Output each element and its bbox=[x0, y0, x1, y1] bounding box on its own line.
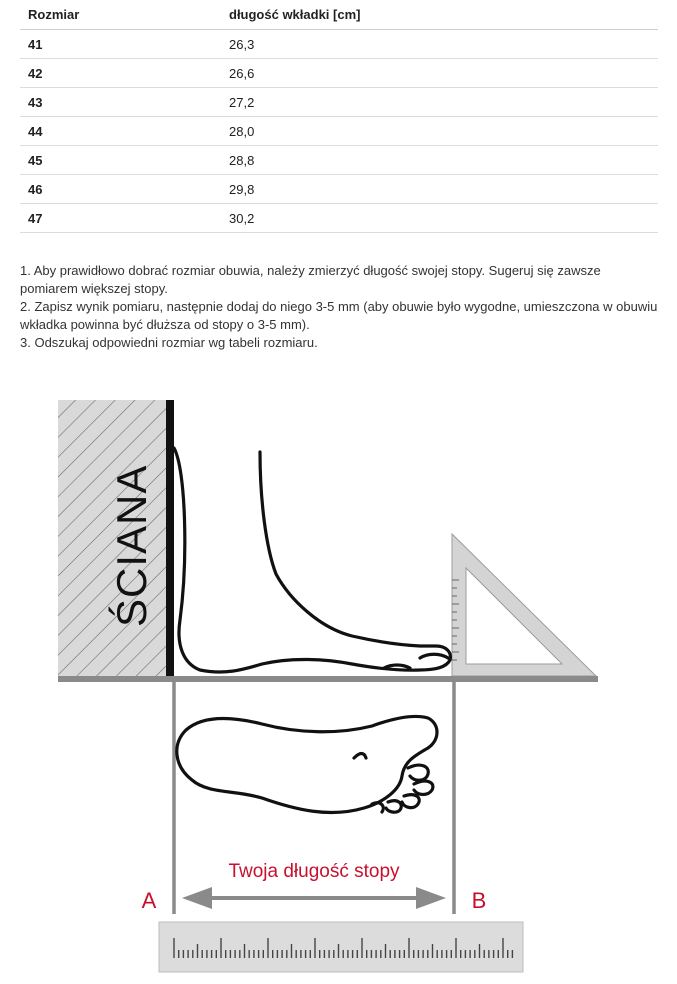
foot-length-measurement bbox=[142, 861, 487, 913]
instruction-step-1: 1. Aby prawidłowo dobrać rozmiar obuwia, należy zmierzyć długość swojej stopy. Sugeruj się zawsze pomiarem większej stopy. bbox=[20, 263, 601, 296]
floor-line bbox=[58, 676, 598, 682]
header-insole-length: długość wkładki [cm] bbox=[221, 0, 658, 30]
wall bbox=[58, 400, 174, 676]
length-cell: 29,8 bbox=[221, 175, 658, 204]
length-cell: 26,6 bbox=[221, 59, 658, 88]
foot-side-view bbox=[174, 448, 450, 672]
table-row bbox=[20, 30, 658, 59]
instruction-step-3: 3. Odszukaj odpowiedni rozmiar wg tabeli rozmiaru. bbox=[20, 335, 318, 350]
header-size: Rozmiar bbox=[20, 0, 221, 30]
measuring-instructions bbox=[20, 262, 660, 352]
length-cell: 30,2 bbox=[221, 204, 658, 233]
wall-label: ŚCIANA bbox=[108, 464, 155, 627]
length-cell: 27,2 bbox=[221, 88, 658, 117]
size-table bbox=[20, 0, 658, 233]
point-b-label: B bbox=[471, 888, 487, 913]
size-cell: 47 bbox=[20, 204, 221, 233]
size-cell: 41 bbox=[20, 30, 221, 59]
size-cell: 45 bbox=[20, 146, 221, 175]
foot-measurement-diagram bbox=[0, 380, 677, 984]
instruction-step-2: 2. Zapisz wynik pomiaru, następnie dodaj do niego 3-5 mm (aby obuwie było wygodne, umieszczona w obuwiu wkładka powinna być dłuższa od stopy o 3-5 mm). bbox=[20, 299, 658, 332]
length-cell: 26,3 bbox=[221, 30, 658, 59]
size-cell: 44 bbox=[20, 117, 221, 146]
table-row bbox=[20, 88, 658, 117]
point-a-label: A bbox=[141, 888, 157, 913]
size-cell: 43 bbox=[20, 88, 221, 117]
table-row bbox=[20, 146, 658, 175]
table-row bbox=[20, 59, 658, 88]
table-row bbox=[20, 204, 658, 233]
measure-label: Twoja długość stopy bbox=[228, 861, 400, 882]
arrow-left-icon bbox=[182, 887, 212, 909]
arrow-right-icon bbox=[416, 887, 446, 909]
bottom-ruler bbox=[159, 922, 523, 972]
table-row bbox=[20, 175, 658, 204]
table-row bbox=[20, 117, 658, 146]
foot-sole-view bbox=[177, 716, 437, 812]
size-cell: 42 bbox=[20, 59, 221, 88]
size-cell: 46 bbox=[20, 175, 221, 204]
length-cell: 28,8 bbox=[221, 146, 658, 175]
set-square-ruler bbox=[452, 534, 596, 676]
table-header-row bbox=[20, 0, 658, 30]
length-cell: 28,0 bbox=[221, 117, 658, 146]
